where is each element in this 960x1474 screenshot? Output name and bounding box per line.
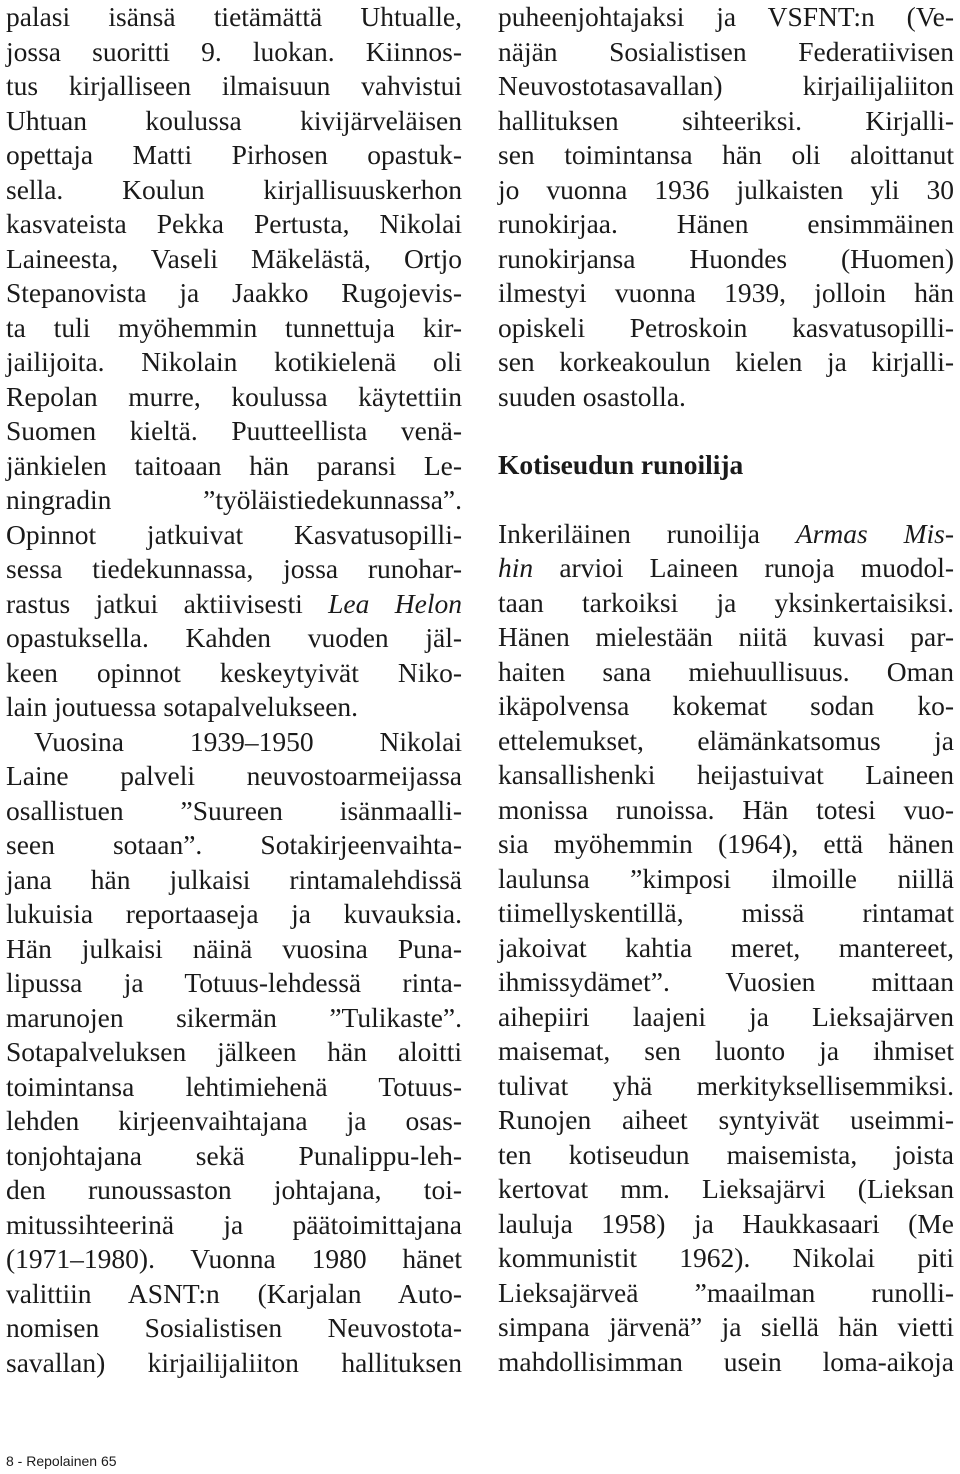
page-footer: 8 - Repolainen 65	[6, 1453, 117, 1469]
text-line: taan tarkoiksi ja yksinkertaisiksi.	[498, 586, 954, 618]
text-line: kansallishenki heijastuivat Laineen	[498, 759, 954, 790]
text-fragment: rastus jatkui aktiivisesti	[6, 587, 303, 619]
text-line: Hän julkaisi näinä vuosina Puna-	[6, 932, 462, 964]
section-heading: Kotiseudun runoilija	[498, 449, 744, 480]
text-line: ettelemukset, elämänkatsomus ja	[498, 724, 954, 756]
text-line: jana hän julkaisi rintamalehdissä	[6, 863, 462, 895]
text-line: sessa tiedekunnassa, jossa runohar-	[6, 553, 462, 584]
text-line: marunojen sikermän ”Tulikaste”.	[6, 1001, 462, 1033]
text-line: opettaja Matti Pirhosen opastuk-	[6, 139, 462, 170]
text-line: kasvateista Pekka Pertusta, Nikolai	[6, 208, 462, 239]
text-line: sen korkeakoulun kielen ja kirjalli-	[498, 346, 954, 377]
text-line: (1971–1980). Vuonna 1980 hänet	[6, 1243, 462, 1274]
text-line: seen sotaan”. Sotakirjeenvaihta-	[6, 829, 462, 860]
text-line: Suomen kieltä. Puutteellista venä-	[6, 415, 462, 446]
text-line: mahdollisimman usein loma-aikoja	[498, 1345, 954, 1377]
text-line: ilmestyi vuonna 1939, jolloin hän	[498, 277, 954, 308]
text-line: jossa suoritti 9. luokan. Kiinnos-	[6, 35, 462, 67]
section-spacer	[498, 483, 954, 517]
text-line: jänkielen taitoaan hän paransi Le-	[6, 449, 462, 481]
text-line: sen toimintansa hän oli aloittanut	[498, 139, 954, 170]
text-line: den runoussaston johtajana, toi-	[6, 1174, 462, 1205]
text-line: kommunistit 1962). Nikolai piti	[498, 1242, 954, 1273]
text-line: runokirjansa Huondes (Huomen)	[498, 242, 954, 274]
text-line: lain joutuessa sotapalvelukseen.	[6, 691, 359, 722]
text-fragment: arvioi Laineen runoja muodol-	[559, 552, 954, 583]
text-line: hallituksen sihteeriksi. Kirjalli-	[498, 104, 954, 136]
left-text-column	[6, 0, 462, 1380]
text-line-with-name	[498, 517, 954, 552]
text-line: näjän Sosialistisen Federatiivisen	[498, 35, 954, 67]
text-line: Laineesta, Vaseli Mäkelästä, Ortjo	[6, 242, 462, 274]
text-line: savallan) kirjailijaliiton hallituksen	[6, 1346, 462, 1378]
text-line: sella. Koulun kirjallisuuskerhon	[6, 173, 462, 205]
text-line: Neuvostotasavallan) kirjailijaliiton	[498, 70, 954, 101]
text-line: Opinnot jatkuivat Kasvatusopilli-	[6, 518, 462, 550]
text-line-with-name	[498, 551, 954, 586]
text-line: nomisen Sosialistisen Neuvostota-	[6, 1312, 462, 1343]
text-line: ihmissydämet”. Vuosien mittaan	[498, 966, 954, 997]
text-line: Stepanovista ja Jaakko Rugojevis-	[6, 277, 462, 308]
text-line: mitussihteerinä ja päätoimittajana	[6, 1208, 462, 1240]
text-line: opiskeli Petroskoin kasvatusopilli-	[498, 311, 954, 343]
text-line: Hänen mielestään niitä kuvasi par-	[498, 621, 954, 652]
text-line: keen opinnot keskeytyivät Niko-	[6, 656, 462, 688]
text-line: Vuosina 1939–1950 Nikolai	[34, 725, 462, 757]
italic-name: Armas Mis-	[795, 517, 955, 549]
text-line: Repolan murre, koulussa käytettiin	[6, 380, 462, 412]
text-line: palasi isänsä tietämättä Uhtualle,	[6, 1, 462, 32]
text-line: Uhtuan koulussa kivijärveläisen	[6, 104, 462, 136]
text-line: ta tuli myöhemmin tunnettuja kir-	[6, 311, 462, 343]
text-line: lipussa ja Totuus-lehdessä rinta-	[6, 967, 462, 998]
text-line: Lieksajärveä ”maailman runolli-	[498, 1276, 954, 1308]
text-line: tiimellyskentillä, missä rintamat	[498, 897, 954, 928]
text-fragment: Inkeriläinen runoilija	[498, 517, 760, 549]
text-line: Sotapalveluksen jälkeen hän aloitti	[6, 1036, 462, 1067]
text-line: monissa runoissa. Hän totesi vuo-	[498, 793, 954, 825]
text-line: sia myöhemmin (1964), että hänen	[498, 828, 954, 859]
text-line: Runojen aiheet syntyivät useimmi-	[498, 1104, 954, 1135]
text-line: lauluja 1958) ja Haukkasaari (Me	[498, 1207, 954, 1239]
text-line: puheenjohtajaksi ja VSFNT:n (Ve-	[498, 1, 954, 32]
text-line: jo vuonna 1936 julkaisten yli 30	[498, 173, 954, 205]
text-line: ikäpolvensa kokemat sodan ko-	[498, 690, 954, 721]
text-line: ningradin ”työläistiedekunnassa”.	[6, 484, 462, 515]
text-line: kertovat mm. Lieksajärvi (Lieksan	[498, 1173, 954, 1204]
text-line: suuden osastolla.	[498, 380, 686, 412]
text-line: ten kotiseudun maisemista, joista	[498, 1138, 954, 1170]
text-line: jakoivat kahtia meret, mantereet,	[498, 931, 954, 963]
text-line: opastuksella. Kahden vuoden jäl-	[6, 622, 462, 653]
text-line: maisemat, sen luonto ja ihmiset	[498, 1035, 954, 1066]
text-line: lehden kirjeenvaihtajana ja osas-	[6, 1105, 462, 1136]
text-line-with-name	[6, 587, 462, 622]
text-line: runokirjaa. Hänen ensimmäinen	[498, 208, 954, 239]
right-text-column	[498, 0, 954, 1379]
text-line: aihepiiri laajeni ja Lieksajärven	[498, 1000, 954, 1032]
text-line: toimintansa lehtimiehenä Totuus-	[6, 1070, 462, 1102]
text-line: valittiin ASNT:n (Karjalan Auto-	[6, 1277, 462, 1309]
text-line: Laine palveli neuvostoarmeijassa	[6, 760, 462, 791]
italic-name: hin	[498, 552, 534, 583]
text-line: laulunsa ”kimposi ilmoille niillä	[498, 862, 954, 894]
text-line: simpana järvenä” ja siellä hän vietti	[498, 1311, 954, 1342]
text-line: tulivat yhä merkityksellisemmiksi.	[498, 1069, 954, 1101]
text-line: osallistuen ”Suureen isänmaalli-	[6, 794, 462, 826]
text-line: lukuisia reportaaseja ja kuvauksia.	[6, 898, 462, 929]
italic-name: Lea Helon	[328, 587, 462, 619]
text-line: tonjohtajana sekä Punalippu-leh-	[6, 1139, 462, 1171]
text-line: tus kirjalliseen ilmaisuun vahvistui	[6, 70, 462, 101]
text-line: jailijoita. Nikolain kotikielenä oli	[6, 346, 462, 377]
section-spacer	[498, 414, 954, 448]
text-line: haiten sana miehuullisuus. Oman	[498, 655, 954, 687]
